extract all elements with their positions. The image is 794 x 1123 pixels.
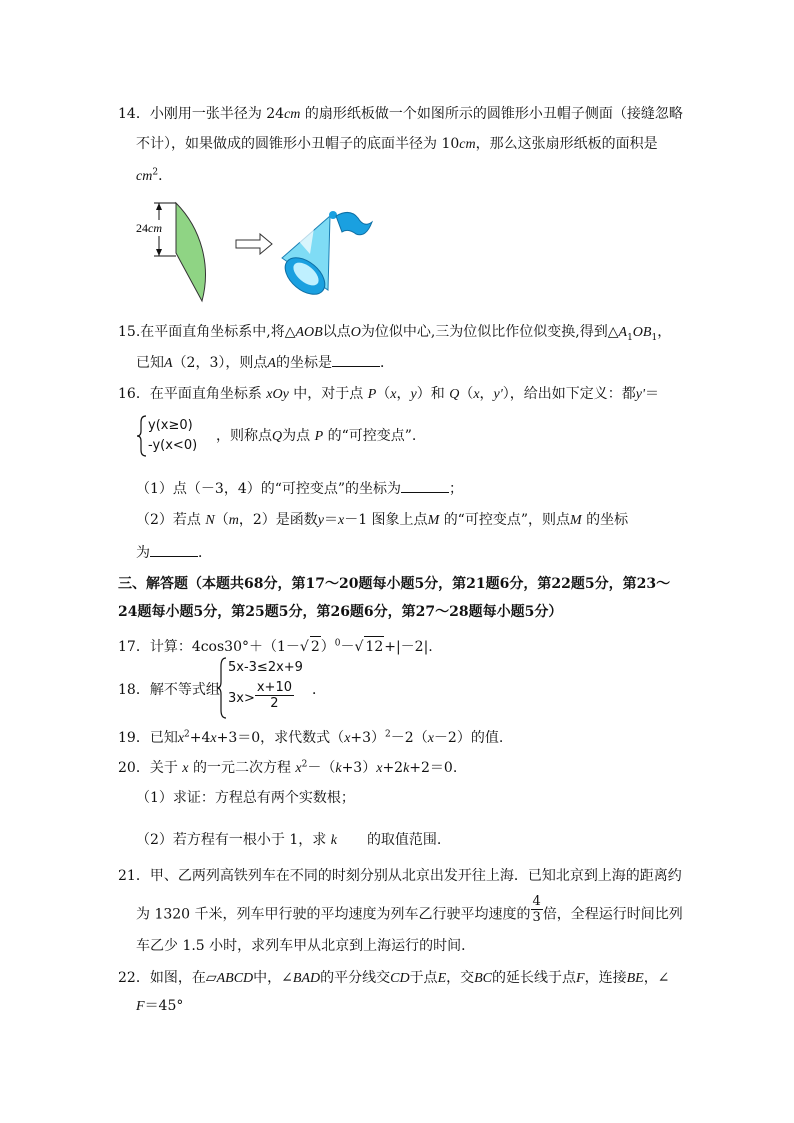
text: 2 — [385, 729, 391, 740]
text: ， — [396, 386, 411, 402]
text: ）和 — [416, 386, 445, 402]
text: BE — [626, 971, 644, 986]
text: ，∠ — [643, 970, 670, 986]
text: k — [403, 761, 410, 776]
dimension-label: 24cm — [136, 221, 162, 235]
q14-figure — [130, 198, 390, 308]
text: +3） — [350, 730, 386, 746]
q17-line: 17．计算：4cos30°＋（1－√ 2）$^0$－√ 12+|－2|. — [118, 636, 433, 657]
text: Q — [449, 387, 460, 402]
text: （1）点（－3，4）的“可控变点”的坐标为 — [136, 481, 402, 497]
text: P — [367, 387, 377, 402]
text: 0 — [334, 638, 341, 649]
text: ， — [657, 324, 672, 340]
text: 的延长线于点 — [492, 970, 577, 986]
text: 1 — [651, 332, 658, 343]
text: y' — [493, 387, 503, 402]
text: +2 — [382, 760, 404, 776]
text: 的“可控变点”，则点 — [443, 512, 571, 528]
arrow-down-icon — [156, 249, 162, 256]
text: k — [330, 833, 337, 848]
text: F — [576, 971, 585, 986]
text: y — [317, 513, 324, 528]
text: （2）若点 — [136, 512, 201, 528]
text: y — [410, 387, 417, 402]
text: 以点 — [322, 324, 351, 340]
numerator: 4 — [532, 894, 541, 909]
text: 2 — [184, 729, 190, 740]
text: O — [350, 325, 361, 340]
q16-line-2 — [216, 426, 416, 447]
sqrt-content: 2 — [310, 636, 321, 657]
q18-label: 18．解不等式组 — [118, 682, 220, 698]
text: k — [335, 761, 342, 776]
q18-end: ． — [312, 682, 326, 698]
text: 的平分线交 — [320, 970, 391, 986]
text: 16．在平面直角坐标系 — [118, 386, 262, 402]
text: x — [344, 731, 351, 746]
sector-shape — [176, 203, 205, 301]
text: 的坐标是 — [275, 355, 332, 371]
text: OB — [632, 325, 652, 340]
text: 已知 — [136, 355, 164, 371]
answer-blank — [401, 478, 449, 493]
text: 17．计算：4cos30°＋（1－ — [118, 639, 300, 655]
q19-line — [118, 728, 503, 749]
text: A — [267, 356, 276, 371]
q21-line-2 — [136, 894, 683, 925]
text: 的扇形纸板做一个如图所示的圆锥形小丑帽子侧面（接缝忽略 — [300, 106, 683, 122]
case-2: -y(x<0) — [148, 438, 198, 453]
text: 19．已知 — [118, 730, 178, 746]
text: +3＝0，求代数式（ — [216, 730, 345, 746]
section-3-heading-line-1: 三、解答题（本题共68分，第17～20题每小题5分，第21题6分，第22题5分，第23～ — [118, 576, 671, 592]
q22-line-1 — [118, 968, 669, 989]
section-3-heading-line-2: 24题每小题5分，第25题5分，第26题6分，第27～28题每小题5分） — [118, 604, 563, 620]
inequality-1: 5x-3≤2x+9 — [228, 660, 303, 675]
text: （ — [376, 386, 391, 402]
text: 2 — [152, 167, 159, 178]
q20-sub-2 — [136, 830, 441, 851]
text: x — [337, 513, 345, 528]
text: x — [473, 387, 480, 402]
text: ； — [449, 481, 464, 497]
q16-line-1 — [118, 384, 659, 405]
text: 为位似中心,三为位似比作位似变换,得到△ — [360, 324, 619, 340]
text: ＝ — [644, 386, 659, 402]
answer-blank — [332, 352, 380, 367]
text: cm — [284, 107, 301, 122]
case-1: y(x≥0) — [148, 418, 193, 433]
text: 中，∠ — [253, 970, 293, 986]
text: BC — [474, 971, 493, 986]
text: －2（ — [390, 730, 428, 746]
text: 1 — [627, 332, 633, 343]
q20-line — [118, 758, 457, 779]
text: ． — [379, 355, 394, 371]
text: （ — [459, 386, 474, 402]
q14-line-3 — [136, 166, 172, 187]
text: 不计），如果做成的圆锥形小丑帽子的底面半径为 10 — [136, 136, 460, 152]
text: 的一元二次方程 — [192, 760, 291, 776]
right-arrow-icon — [236, 234, 272, 254]
answer-blank — [150, 542, 198, 557]
text: ，交 — [446, 970, 475, 986]
q15-line-1 — [118, 322, 671, 343]
text: +|－2|. — [384, 639, 433, 655]
text: x — [210, 731, 217, 746]
text: cm — [136, 169, 153, 184]
text: ），给出如下定义：都 — [502, 386, 636, 402]
fraction — [255, 680, 294, 711]
text: M — [427, 513, 440, 528]
arrow-up-icon — [156, 203, 162, 210]
q20-sub-1: （1）求证：方程总有两个实数根； — [136, 790, 355, 806]
text: 2 — [301, 759, 308, 770]
text: 15.在平面直角坐标系中,将△ — [118, 324, 296, 340]
text: 为 1320 千米，列车甲行驶的平均速度为列车乙行驶平均速度的 — [136, 906, 531, 923]
q18-system — [216, 656, 326, 720]
q21-line-1: 21．甲、乙两列高铁列车在不同的时刻分别从北京出发开往上海．已知北京到上海的距离约 — [118, 868, 682, 884]
q16-sub-2-cont — [136, 542, 212, 563]
q15-line-2 — [136, 352, 394, 374]
text: ▱ABCD — [205, 971, 254, 986]
text: 的坐标 — [586, 512, 629, 528]
text: P — [314, 429, 324, 444]
text: ，连接 — [584, 970, 627, 986]
text: 的“可控变点”. — [327, 428, 417, 444]
left-brace — [136, 414, 148, 458]
q22-line-2 — [136, 996, 183, 1017]
q14-line-1 — [118, 104, 683, 125]
text: N — [205, 513, 215, 528]
text: +2＝0. — [409, 760, 458, 776]
hat-ribbon — [336, 212, 372, 234]
denominator: 3 — [532, 910, 541, 925]
q16-sub-1 — [136, 478, 463, 499]
text: x — [182, 761, 189, 776]
text: x — [390, 387, 397, 402]
hat-pompom — [329, 211, 337, 219]
text: ，2）是函数 — [238, 512, 318, 528]
text: （2）若方程有一根小于 1，求 — [136, 832, 327, 848]
text: x — [295, 761, 302, 776]
sector-and-hat-diagram — [130, 198, 390, 308]
text: +3） — [341, 760, 377, 776]
text: 的取值范围. — [366, 832, 442, 848]
text: ＝ — [323, 512, 338, 528]
text: cm — [459, 137, 476, 152]
text: E — [437, 971, 447, 986]
text: 倍，全程运行时间比列 — [542, 906, 683, 923]
text: 14．小刚用一张半径为 24 — [118, 106, 285, 122]
text: xOy — [266, 387, 289, 402]
text: +4 — [189, 730, 211, 746]
q16-sub-2 — [136, 510, 628, 531]
text: 22．如图，在 — [118, 970, 206, 986]
sqrt-content: 12 — [364, 636, 384, 657]
text: F — [136, 999, 145, 1014]
text: －1 图象上点 — [344, 512, 428, 528]
text: 20．关于 — [118, 760, 178, 776]
text: BAD — [292, 971, 321, 986]
text: － — [340, 639, 355, 655]
text: 为点 — [282, 428, 311, 444]
text: 于点 — [409, 970, 438, 986]
text: －2）的值. — [433, 730, 504, 746]
text: －（ — [307, 760, 336, 776]
text: ） — [320, 639, 335, 655]
text: 中，对于点 — [293, 386, 364, 402]
q14-line-2 — [136, 134, 658, 155]
inequality-2 — [228, 680, 294, 711]
left-brace — [216, 656, 228, 720]
text: M — [570, 513, 582, 528]
text: AOB — [295, 325, 323, 340]
text: （ — [214, 512, 229, 528]
text: （2，3），则点 — [172, 355, 268, 371]
text: CD — [390, 971, 410, 986]
text: x — [376, 761, 383, 776]
text: x — [177, 731, 185, 746]
text: x — [427, 731, 434, 746]
denominator: 2 — [270, 696, 279, 711]
numerator: x+10 — [256, 680, 292, 695]
q21-line-3: 车乙少 1.5 小时，求列车甲从北京到上海运行的时间． — [136, 938, 476, 954]
text: ，则称点 — [216, 428, 272, 444]
text: m — [228, 513, 239, 528]
text: ，那么这张扇形纸板的面积是 — [475, 136, 658, 152]
text: 3x> — [228, 691, 255, 706]
text: ． — [158, 168, 173, 184]
text: y' — [635, 387, 645, 402]
fraction — [531, 894, 543, 925]
text: Q — [272, 429, 283, 444]
text: ＝45° — [144, 998, 184, 1014]
text: A — [618, 325, 628, 340]
text: ． — [198, 545, 212, 561]
text: A — [164, 356, 173, 371]
text: 为 — [136, 545, 150, 561]
text: ， — [479, 386, 494, 402]
